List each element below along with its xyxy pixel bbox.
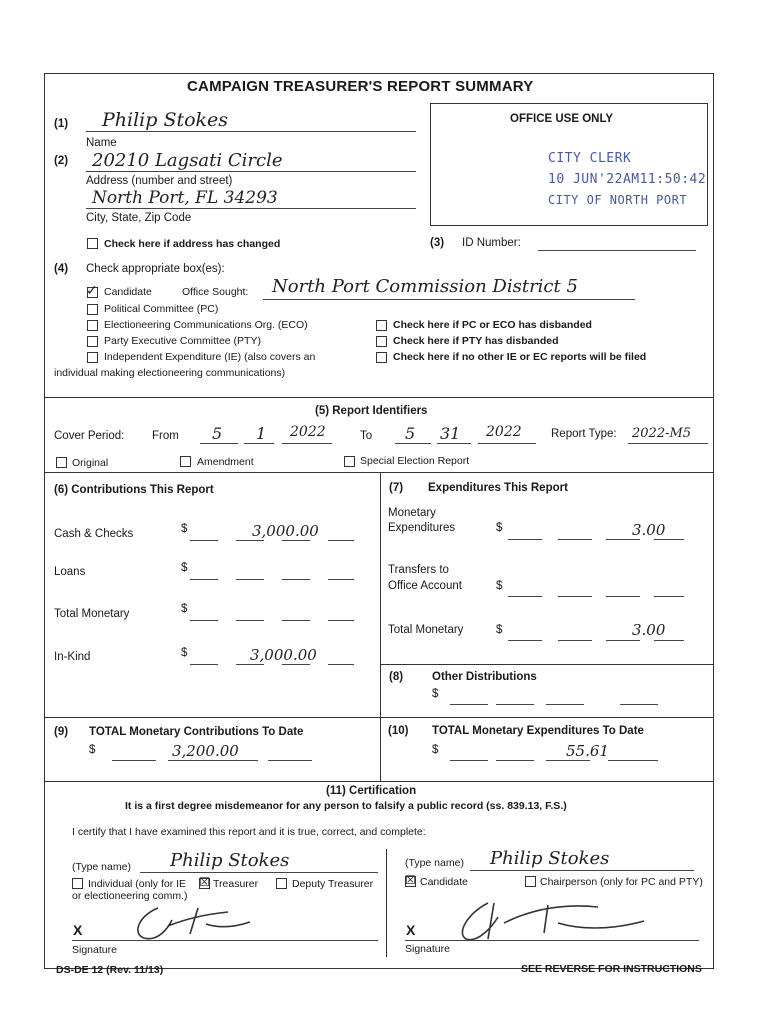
special-election-label: Special Election Report — [360, 455, 470, 467]
ie-checkbox[interactable] — [87, 352, 98, 363]
signature-x-right: X — [406, 922, 416, 938]
no-other-ie-checkbox[interactable] — [376, 352, 387, 363]
pc-checkbox[interactable] — [87, 304, 98, 315]
name-label: Name — [86, 137, 117, 149]
total-expenditures-dollar: $ — [432, 744, 439, 756]
original-checkbox[interactable] — [56, 457, 67, 468]
stamp-line-3: CITY OF NORTH PORT — [548, 193, 688, 207]
cash-checks-label: Cash & Checks — [54, 528, 134, 540]
field-num-3: (3) — [430, 237, 445, 249]
type-name-label-left: (Type name) — [72, 861, 131, 873]
cash-dollar: $ — [181, 523, 188, 535]
to-day: 31 — [440, 424, 461, 443]
office-sought-value: North Port Commission District 5 — [272, 276, 578, 297]
address-label: Address (number and street) — [86, 175, 233, 187]
disbanded-pc-checkbox[interactable] — [376, 320, 387, 331]
total-monetary-exp-value: 3.00 — [632, 621, 666, 639]
original-label: Original — [72, 457, 109, 469]
cover-period-label: Cover Period: — [54, 430, 125, 442]
x-mark-icon: ☒ — [405, 873, 416, 887]
chairperson-checkbox[interactable] — [525, 876, 536, 887]
candidate-label: Candidate — [104, 286, 152, 298]
name-value: Philip Stokes — [102, 109, 229, 131]
instructions-note: SEE REVERSE FOR INSTRUCTIONS — [521, 963, 702, 975]
from-year: 2022 — [290, 424, 326, 440]
treasurer-signature — [128, 898, 258, 946]
no-other-ie-label: Check here if no other IE or EC reports will be filed — [393, 351, 647, 363]
individual-checkbox[interactable] — [72, 878, 83, 889]
in-kind-label: In-Kind — [54, 651, 91, 663]
from-month: 5 — [212, 424, 223, 443]
pc-label: Political Committee (PC) — [104, 303, 219, 315]
x-mark-icon: ☒ — [199, 875, 210, 889]
to-month: 5 — [405, 424, 416, 443]
amendment-label: Amendment — [197, 456, 254, 468]
total-expenditures-value: 55.61 — [566, 742, 609, 760]
in-kind-dollar: $ — [181, 647, 188, 659]
loans-dollar: $ — [181, 562, 188, 574]
signature-x-left: X — [73, 922, 83, 938]
city-label: City, State, Zip Code — [86, 212, 192, 224]
certification-heading: (11) Certification — [326, 785, 417, 797]
transfers-label-1: Transfers to — [388, 564, 449, 576]
amendment-checkbox[interactable] — [180, 456, 191, 467]
signature-label-left: Signature — [72, 944, 117, 956]
field-num-9: (9) — [54, 726, 69, 738]
monetary-exp-label-1: Monetary — [388, 507, 436, 519]
total-contributions-dollar: $ — [89, 744, 96, 756]
report-type-value: 2022-M5 — [632, 426, 692, 441]
to-label: To — [360, 430, 373, 442]
field-num-8: (8) — [389, 671, 404, 683]
field-num-4: (4) — [54, 263, 69, 275]
monetary-exp-label-2: Expenditures — [388, 522, 456, 534]
treasurer-name-value: Philip Stokes — [170, 850, 290, 871]
loans-label: Loans — [54, 566, 86, 578]
address-changed-label: Check here if address has changed — [104, 238, 281, 250]
special-election-checkbox[interactable] — [344, 456, 355, 467]
form-id: DS-DE 12 (Rev. 11/13) — [56, 964, 164, 976]
field-num-10: (10) — [388, 725, 409, 737]
total-expenditures-heading: TOTAL Monetary Expenditures To Date — [432, 725, 644, 737]
candidate-cert-label: Candidate — [420, 876, 468, 888]
stamp-line-2: 10 JUN'22AM11:50:42 — [548, 172, 707, 187]
contributions-heading: (6) Contributions This Report — [54, 484, 214, 496]
office-sought-label: Office Sought: — [182, 286, 249, 298]
pty-checkbox[interactable] — [87, 336, 98, 347]
total-monetary-contrib-label: Total Monetary — [54, 608, 130, 620]
to-year: 2022 — [486, 424, 522, 440]
transfers-label-2: Office Account — [388, 580, 462, 592]
type-name-label-right: (Type name) — [405, 857, 464, 869]
eco-label: Electioneering Communications Org. (ECO) — [104, 319, 308, 331]
pty-label: Party Executive Committee (PTY) — [104, 335, 261, 347]
address-value: 20210 Lagsati Circle — [92, 150, 283, 171]
eco-checkbox[interactable] — [87, 320, 98, 331]
chairperson-label: Chairperson (only for PC and PTY) — [540, 876, 703, 888]
deputy-treasurer-label: Deputy Treasurer — [292, 878, 374, 890]
in-kind-value: 3,000.00 — [250, 646, 317, 664]
disbanded-pc-label: Check here if PC or ECO has disbanded — [393, 319, 592, 331]
from-label: From — [152, 430, 179, 442]
individual-label-1: Individual (only for IE — [88, 878, 187, 890]
monetary-exp-value: 3.00 — [632, 521, 666, 539]
signature-label-right: Signature — [405, 943, 450, 955]
cash-checks-value: 3,000.00 — [252, 522, 319, 540]
city-value: North Port, FL 34293 — [92, 188, 278, 208]
office-use-label: OFFICE USE ONLY — [510, 113, 614, 125]
individual-label-2: or electioneering comm.) — [72, 890, 188, 902]
stamp-line-1: CITY CLERK — [548, 151, 632, 166]
transfers-dollar: $ — [496, 580, 503, 592]
certification-warning: It is a first degree misdemeanor for any person to falsify a public record (ss. 839.13, F.S.) — [125, 800, 567, 812]
id-number-label: ID Number: — [462, 237, 521, 249]
ie-label-line2: individual making electioneering communications) — [54, 367, 286, 379]
treasurer-label: Treasurer — [213, 878, 259, 890]
field-num-2: (2) — [54, 155, 69, 167]
total-monetary-exp-label: Total Monetary — [388, 624, 464, 636]
address-changed-checkbox[interactable] — [87, 238, 98, 249]
candidate-signature — [448, 893, 648, 947]
form-title: CAMPAIGN TREASURER'S REPORT SUMMARY — [187, 78, 534, 95]
total-monetary-contrib-dollar: $ — [181, 603, 188, 615]
candidate-name-value: Philip Stokes — [490, 848, 610, 869]
field-num-1: (1) — [54, 118, 69, 130]
disbanded-pty-checkbox[interactable] — [376, 336, 387, 347]
from-day: 1 — [256, 424, 267, 443]
certification-statement: I certify that I have examined this report and it is true, correct, and complete: — [72, 826, 426, 838]
ie-label-line1: Independent Expenditure (IE) (also covers an — [104, 351, 316, 363]
other-distributions-heading: Other Distributions — [432, 671, 537, 683]
monetary-exp-dollar: $ — [496, 522, 503, 534]
total-contributions-heading: TOTAL Monetary Contributions To Date — [89, 726, 304, 738]
other-distributions-dollar: $ — [432, 688, 439, 700]
report-identifiers-heading: (5) Report Identifiers — [315, 405, 428, 417]
expenditures-heading: Expenditures This Report — [428, 482, 568, 494]
check-mark-icon: ✓ — [86, 282, 98, 298]
deputy-treasurer-checkbox[interactable] — [276, 878, 287, 889]
disbanded-pty-label: Check here if PTY has disbanded — [393, 335, 559, 347]
check-boxes-label: Check appropriate box(es): — [86, 263, 225, 275]
total-monetary-exp-dollar: $ — [496, 624, 503, 636]
field-num-7: (7) — [389, 482, 404, 494]
total-contributions-value: 3,200.00 — [172, 742, 239, 760]
report-type-label: Report Type: — [551, 428, 617, 440]
